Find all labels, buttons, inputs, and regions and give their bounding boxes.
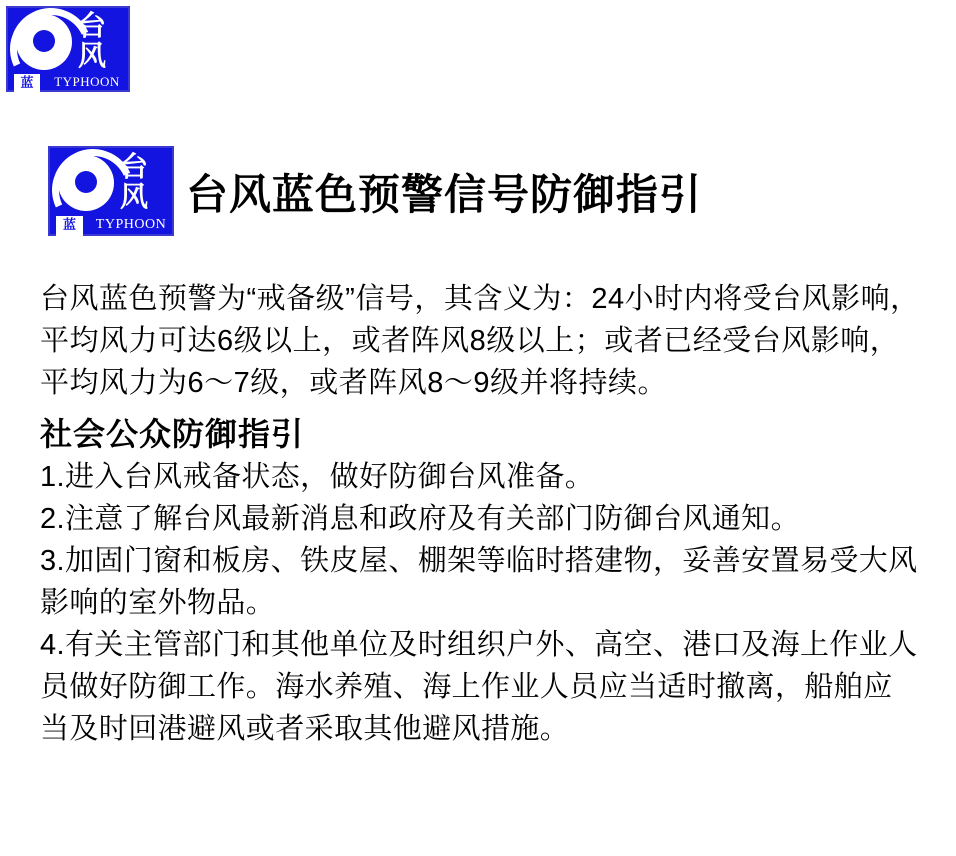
list-item: 2.注意了解台风最新消息和政府及有关部门防御台风通知。 [40, 503, 800, 535]
badge-cjk-line1: 台 [78, 10, 107, 41]
typhoon-badge-top [6, 6, 130, 92]
list-item: 4.有关主管部门和其他单位及时组织户外、高空、港口及海上作业人员做好防御工作。海水养殖、海上作业人员应当适时撤离，船舶应当及时回港避风或者采取其他避风措施。 [40, 629, 918, 745]
badge-cjk-line1: 台 [120, 151, 149, 182]
badge-cjk-line2: 风 [78, 40, 107, 71]
list-item: 1.进入台风戒备状态，做好防御台风准备。 [40, 461, 595, 493]
section-title: 社会公众防御指引 [40, 416, 305, 452]
badge-cjk-line2: 风 [120, 181, 149, 212]
guideline-list [40, 456, 920, 750]
definition-paragraph: 台风蓝色预警为“戒备级”信号，其含义为：24小时内将受台风影响，平均风力可达6级以上，或者阵风8级以上；或者已经受台风影响，平均风力为6～7级，或者阵风8～9级并将持续。 [40, 283, 920, 399]
badge-blue-tag: 蓝 [56, 216, 83, 236]
badge-latin-label: TYPHOON [95, 217, 167, 232]
document-body [40, 278, 920, 750]
typhoon-badge-heading [48, 146, 174, 236]
list-item: 3.加固门窗和板房、铁皮屋、棚架等临时搭建物，妥善安置易受大风影响的室外物品。 [40, 545, 918, 619]
badge-blue-tag: 蓝 [14, 74, 40, 93]
badge-latin-label: TYPHOON [54, 74, 120, 89]
page-title: 台风蓝色预警信号防御指引 [186, 171, 703, 218]
